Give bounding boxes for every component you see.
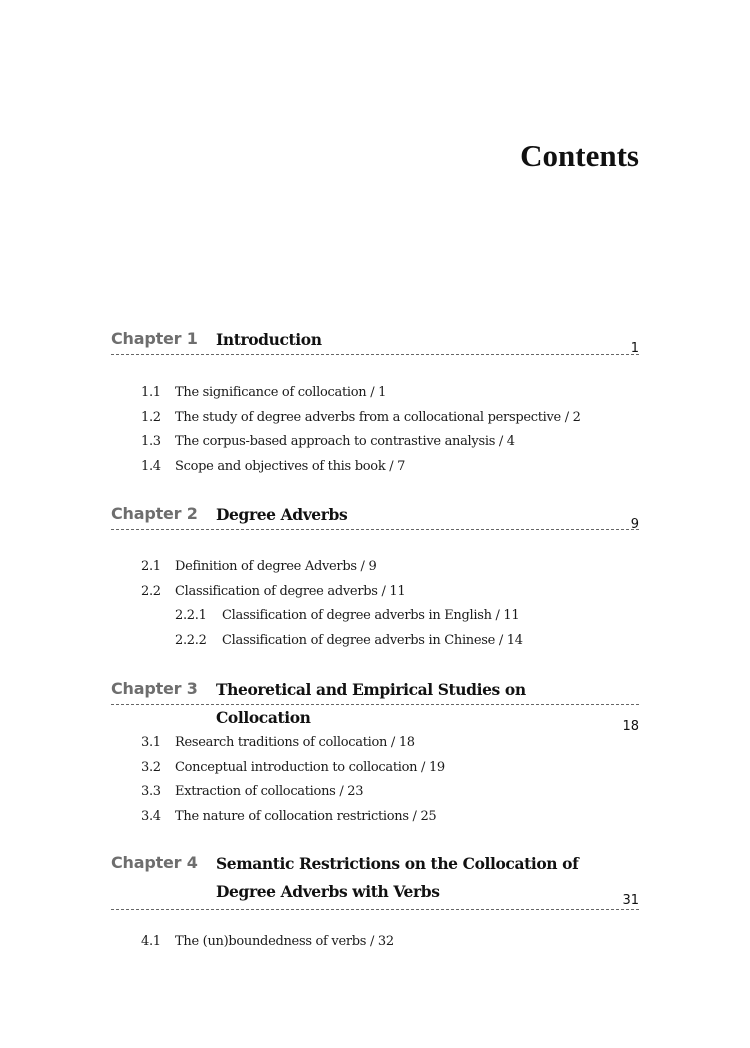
chapter-page-number: 18 bbox=[622, 719, 639, 734]
section-number: 3.1 bbox=[141, 735, 161, 750]
section-number: 4.1 bbox=[141, 934, 161, 949]
section-entry[interactable] bbox=[141, 455, 581, 480]
page-title: Contents bbox=[520, 138, 639, 173]
section-title: The nature of collocation restrictions / 25 bbox=[175, 809, 437, 825]
dashed-divider bbox=[111, 354, 639, 355]
section-title: The (un)boundedness of verbs / 32 bbox=[175, 934, 394, 949]
section-entry[interactable] bbox=[141, 406, 581, 431]
section-entry[interactable] bbox=[141, 430, 581, 455]
section-number: 1.4 bbox=[141, 459, 161, 475]
section-number: 1.1 bbox=[141, 385, 161, 400]
section-number: 3.4 bbox=[141, 809, 161, 825]
chapter-title: Semantic Restrictions on the Collocation of Degree Adverbs with Verbs bbox=[216, 854, 579, 901]
section-number: 3.3 bbox=[141, 784, 161, 800]
section-entry[interactable] bbox=[141, 381, 581, 406]
chapter-2 bbox=[111, 501, 639, 649]
chapter-3 bbox=[111, 676, 639, 825]
section-title: Research traditions of collocation / 18 bbox=[175, 735, 415, 750]
chapter-4 bbox=[111, 850, 639, 949]
chapter-heading[interactable] bbox=[111, 501, 639, 532]
dashed-divider bbox=[111, 704, 639, 705]
dashed-divider bbox=[111, 529, 639, 530]
section-title: Classification of degree adverbs / 11 bbox=[175, 583, 406, 599]
section-number: 2.1 bbox=[141, 559, 161, 574]
section-number: 1.2 bbox=[141, 409, 161, 425]
chapter-title: Theoretical and Empirical Studies on Collocation bbox=[216, 680, 526, 727]
section-entry[interactable] bbox=[141, 780, 445, 805]
chapter-heading[interactable] bbox=[111, 326, 639, 354]
section-title: Extraction of collocations / 23 bbox=[175, 784, 364, 800]
subsection-number: 2.2.1 bbox=[175, 608, 207, 624]
section-number: 1.3 bbox=[141, 434, 161, 450]
chapter-page-number: 31 bbox=[622, 893, 639, 908]
chapter-heading[interactable] bbox=[111, 850, 639, 906]
chapter-1 bbox=[111, 326, 639, 475]
section-list bbox=[141, 930, 394, 955]
section-title: The corpus-based approach to contrastive analysis / 4 bbox=[175, 434, 515, 450]
section-entry[interactable] bbox=[141, 930, 394, 955]
subsection-entry[interactable] bbox=[141, 629, 523, 654]
section-number: 3.2 bbox=[141, 759, 161, 775]
chapter-label: Chapter 4 bbox=[111, 853, 198, 872]
chapter-label: Chapter 3 bbox=[111, 679, 198, 698]
section-title: Conceptual introduction to collocation / 19 bbox=[175, 759, 445, 775]
chapter-title: Introduction bbox=[216, 330, 322, 349]
section-list bbox=[141, 555, 523, 654]
chapter-page-number: 1 bbox=[630, 341, 639, 356]
subsection-entry[interactable] bbox=[141, 604, 523, 629]
dashed-divider bbox=[111, 909, 639, 910]
section-entry[interactable] bbox=[141, 731, 445, 756]
section-entry[interactable] bbox=[141, 805, 445, 830]
chapter-label: Chapter 2 bbox=[111, 504, 198, 523]
subsection-title: Classification of degree adverbs in Chinese / 14 bbox=[222, 633, 523, 649]
chapter-page-number: 9 bbox=[630, 517, 639, 532]
section-title: The significance of collocation / 1 bbox=[175, 385, 387, 400]
chapter-title: Degree Adverbs bbox=[216, 505, 348, 524]
section-entry[interactable] bbox=[141, 580, 523, 605]
section-list bbox=[141, 381, 581, 480]
section-entry[interactable] bbox=[141, 756, 445, 781]
subsection-number: 2.2.2 bbox=[175, 633, 207, 649]
subsection-title: Classification of degree adverbs in English / 11 bbox=[222, 608, 520, 624]
section-entry[interactable] bbox=[141, 555, 523, 580]
section-number: 2.2 bbox=[141, 583, 161, 599]
section-title: Definition of degree Adverbs / 9 bbox=[175, 559, 377, 574]
section-list bbox=[141, 731, 445, 830]
chapter-label: Chapter 1 bbox=[111, 329, 198, 348]
section-title: Scope and objectives of this book / 7 bbox=[175, 459, 406, 475]
section-title: The study of degree adverbs from a collocational perspective / 2 bbox=[175, 409, 581, 425]
